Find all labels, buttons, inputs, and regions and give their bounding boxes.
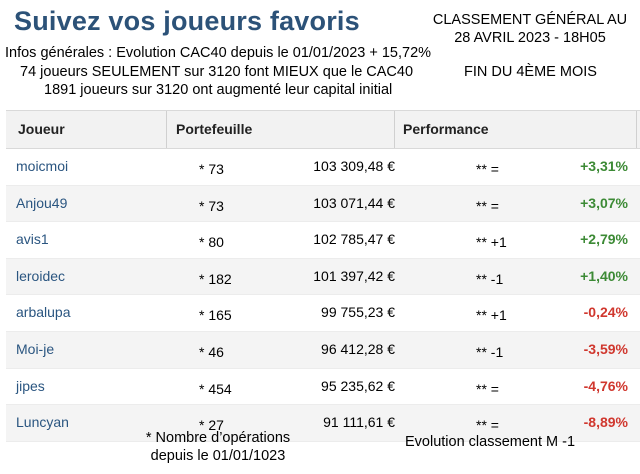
column-divider: [166, 111, 167, 148]
portfolio-value: 102 785,47 €: [313, 231, 395, 248]
performance-value: -4,76%: [583, 377, 628, 394]
table-body: [6, 149, 640, 442]
operations-count: * 73: [199, 161, 224, 177]
operations-footnote: [128, 429, 308, 465]
month-label: FIN DU 4ÈME MOIS: [464, 64, 597, 80]
performance-value: +1,40%: [580, 267, 628, 284]
player-name-link[interactable]: Moi-je: [16, 340, 55, 357]
ranking-title: [418, 11, 640, 47]
performance-value: +3,07%: [580, 194, 628, 211]
player-name-link[interactable]: Luncyan: [16, 414, 69, 431]
operations-count: * 27: [199, 417, 224, 434]
column-header-player[interactable]: Joueur: [18, 121, 65, 137]
ranking-change: ** +1: [476, 307, 507, 324]
player-name-link[interactable]: Anjou49: [16, 194, 68, 211]
player-name-link[interactable]: arbalupa: [16, 304, 71, 321]
table-row: [6, 259, 640, 296]
players-table: [6, 110, 640, 442]
performance-value: +2,79%: [580, 231, 628, 248]
ranking-change: ** +1: [476, 234, 507, 251]
player-name-link[interactable]: avis1: [16, 231, 49, 248]
portfolio-value: 101 397,42 €: [313, 267, 395, 284]
info-cac40-evolution: Infos générales : Evolution CAC40 depuis le 01/01/2023 + 15,72%: [5, 45, 432, 61]
ranking-change: ** =: [476, 380, 499, 397]
operations-footnote-line2: depuis le 01/01/1023: [150, 448, 286, 464]
portfolio-value: 91 111,61 €: [323, 414, 395, 431]
table-row: [6, 149, 640, 186]
operations-count: * 454: [199, 380, 232, 397]
operations-count: * 80: [199, 234, 224, 251]
column-divider: [636, 111, 637, 148]
ranking-date: 28 AVRIL 2023 - 18H05: [454, 30, 606, 46]
info-players-increased-capital: 1891 joueurs sur 3120 ont augmenté leur capital initial: [44, 82, 393, 98]
portfolio-value: 96 412,28 €: [321, 340, 395, 357]
ranking-footnote: Evolution classement M -1: [405, 434, 576, 450]
portfolio-value: 95 235,62 €: [321, 377, 395, 394]
column-divider: [394, 111, 395, 148]
column-header-performance[interactable]: Performance: [403, 121, 489, 137]
operations-count: * 73: [199, 197, 224, 214]
operations-count: * 165: [199, 307, 232, 324]
portfolio-value: 103 071,44 €: [313, 194, 395, 211]
table-row: [6, 332, 640, 369]
table-row: [6, 186, 640, 223]
player-name-link[interactable]: jipes: [16, 377, 45, 394]
page-title: Suivez vos joueurs favoris: [14, 6, 360, 36]
performance-value: -3,59%: [583, 340, 628, 357]
ranking-change: ** -1: [476, 270, 504, 287]
player-name-link[interactable]: leroidec: [16, 267, 66, 284]
info-players-beating-cac40: 74 joueurs SEULEMENT sur 3120 font MIEUX que le CAC40: [20, 64, 414, 80]
ranking-title-line1: CLASSEMENT GÉNÉRAL AU: [432, 12, 628, 28]
ranking-change: ** -1: [476, 343, 504, 360]
operations-count: * 46: [199, 343, 224, 360]
column-header-portfolio[interactable]: Portefeuille: [176, 121, 253, 137]
portfolio-value: 103 309,48 €: [313, 158, 395, 174]
performance-value: -8,89%: [583, 414, 628, 431]
table-row: [6, 222, 640, 259]
player-name-link[interactable]: moicmoi: [16, 158, 69, 174]
portfolio-value: 99 755,23 €: [321, 304, 395, 321]
table-header: [6, 110, 640, 149]
performance-value: -0,24%: [583, 304, 628, 321]
operations-footnote-line1: * Nombre d’opérations: [145, 430, 291, 446]
ranking-change: ** =: [476, 197, 499, 214]
table-row: [6, 369, 640, 406]
table-row: [6, 295, 640, 332]
ranking-change: ** =: [476, 161, 499, 177]
operations-count: * 182: [199, 270, 232, 287]
ranking-change: ** =: [476, 417, 499, 434]
performance-value: +3,31%: [580, 158, 628, 174]
